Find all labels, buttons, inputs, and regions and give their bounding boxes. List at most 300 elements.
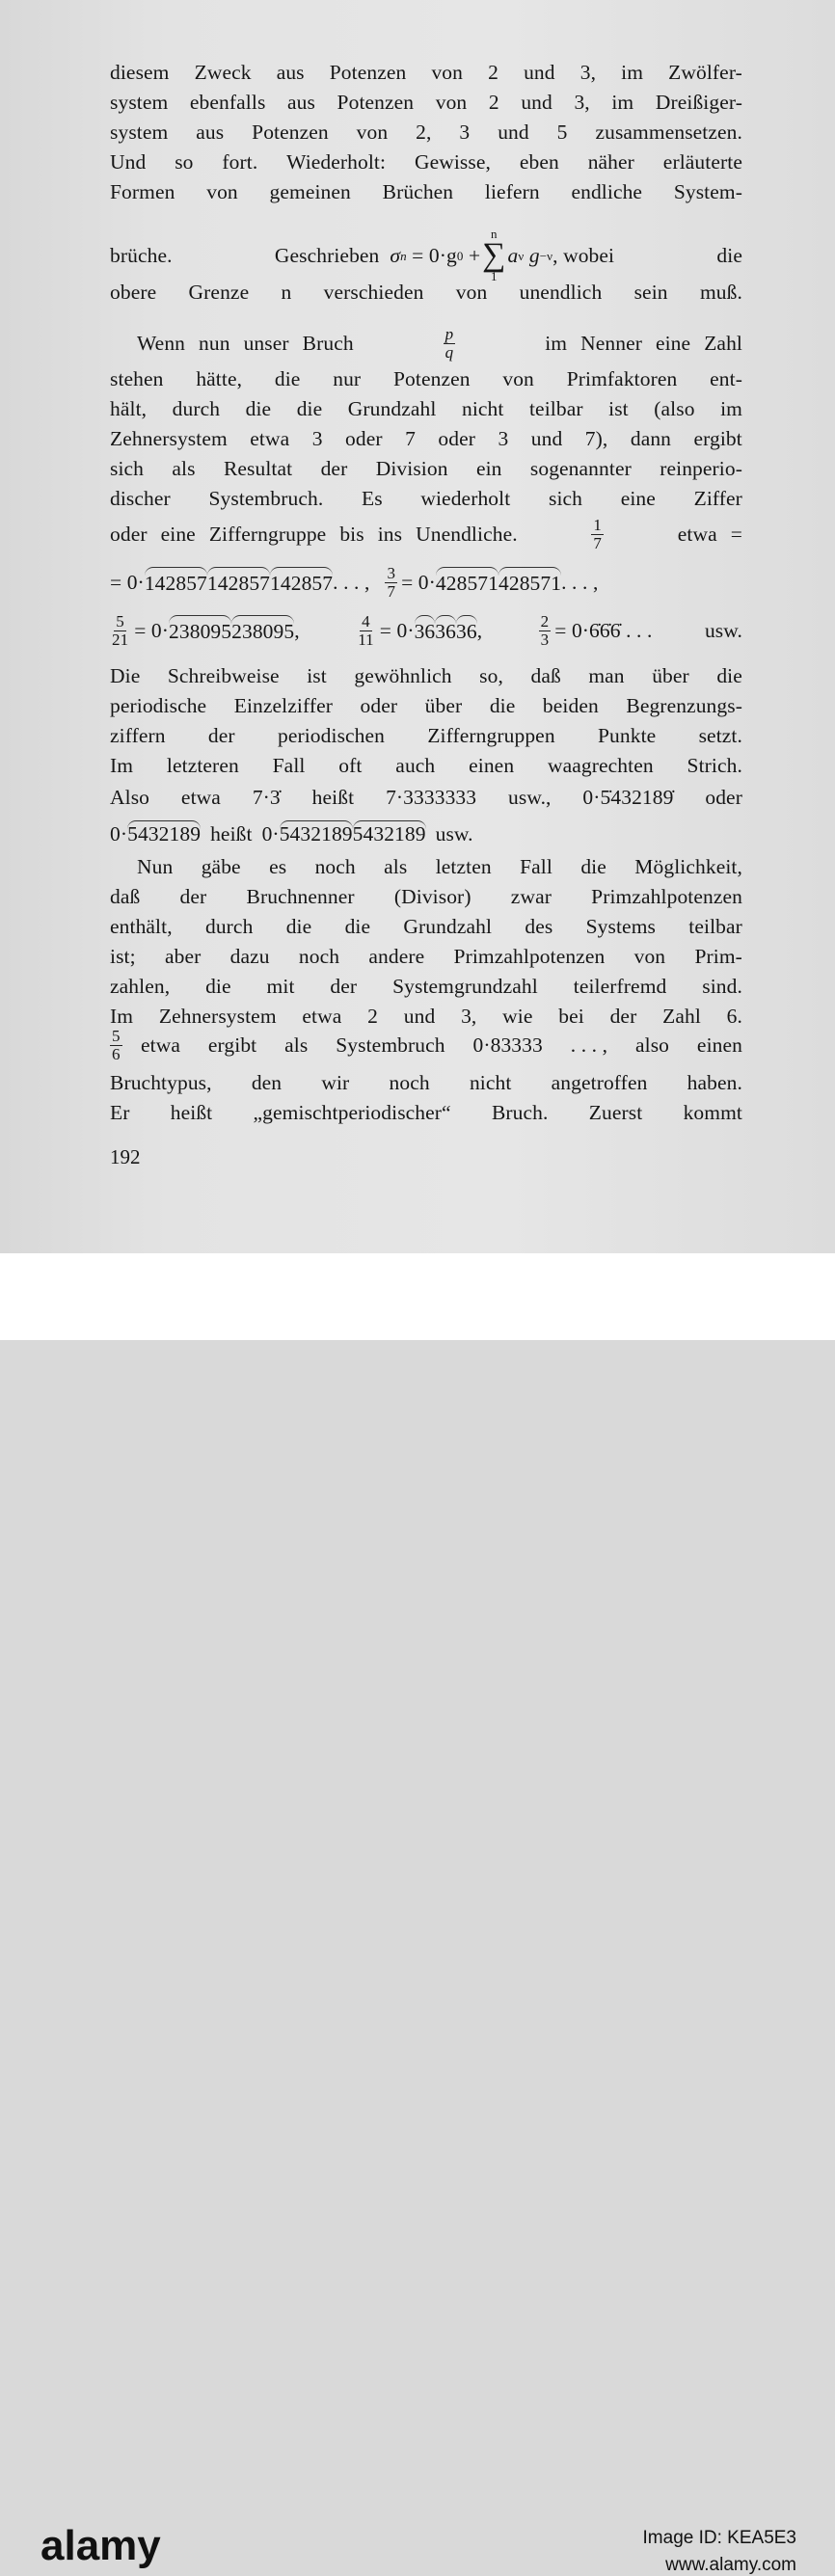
- word: ziffern: [110, 724, 166, 747]
- word: Im: [110, 754, 134, 777]
- word: Schreibweise: [167, 664, 280, 687]
- word: obere: [110, 281, 157, 304]
- word: fort.: [222, 150, 258, 174]
- para3-line-2: [110, 691, 742, 721]
- formula-word: brüche.: [110, 243, 173, 267]
- word: 3: [311, 427, 323, 450]
- word: die: [245, 397, 272, 420]
- example-line-1: [110, 563, 742, 605]
- summand-sub: ν: [518, 248, 525, 263]
- word: erläuterte: [662, 150, 742, 174]
- word: waagrechten: [547, 754, 654, 777]
- word: Zifferngruppe: [208, 523, 327, 546]
- word: bei: [558, 1005, 584, 1028]
- word: also: [634, 1033, 670, 1057]
- summand: a: [507, 243, 519, 267]
- word: Primfaktoren: [566, 367, 678, 390]
- word: Zahl: [704, 332, 742, 355]
- word: setzt.: [698, 724, 742, 747]
- word: system: [110, 121, 169, 144]
- word: und: [521, 91, 552, 114]
- word: im: [545, 332, 568, 355]
- page-number: 192: [110, 1145, 141, 1168]
- frac-num: 5: [116, 612, 124, 631]
- word: 6.: [726, 1005, 742, 1028]
- word: 7: [405, 427, 416, 450]
- word: heißt: [170, 1101, 213, 1124]
- word: die: [716, 664, 742, 687]
- para4-end-1: [110, 1068, 742, 1098]
- word: ebenfalls: [189, 91, 266, 114]
- word: Systembruch.: [208, 487, 324, 510]
- word: die: [285, 915, 312, 938]
- text-line-3: [110, 118, 742, 148]
- sum-lower-limit: 1: [491, 269, 498, 283]
- word: periodischen: [277, 724, 386, 747]
- word: von: [356, 121, 389, 144]
- ziffern-after: [678, 520, 742, 550]
- word: die: [296, 397, 323, 420]
- word: oder: [110, 523, 148, 546]
- word: System-: [673, 180, 742, 203]
- word: Primzahlpotenzen: [453, 945, 606, 968]
- para3-line-4: [110, 751, 742, 781]
- frac-num: 2: [540, 612, 550, 631]
- word: mit: [266, 975, 295, 998]
- watermark-footer: [0, 1253, 835, 2575]
- word: die: [274, 367, 301, 390]
- word: Systembruch: [336, 1033, 445, 1057]
- word: Begrenzungs-: [626, 694, 742, 717]
- word: Die: [110, 664, 141, 687]
- sum-upper-limit: n: [491, 227, 498, 241]
- word: Nenner: [580, 332, 642, 355]
- word: nicht: [461, 397, 504, 420]
- brace-b: [262, 819, 426, 849]
- ex2-value3: = 0·6̇6̇6̇ . . .: [554, 619, 653, 642]
- word: der: [207, 724, 235, 747]
- word: Es: [361, 487, 383, 510]
- ex2-eq: = 0·: [134, 619, 170, 642]
- frac-den: 21: [112, 631, 129, 649]
- para3-line-3: [110, 721, 742, 751]
- word: Bruch.: [491, 1101, 549, 1124]
- word: aus: [276, 61, 305, 84]
- word: Unendliche.: [416, 523, 518, 546]
- word: ergibt: [207, 1033, 257, 1057]
- word: oft: [338, 754, 363, 777]
- five-sixths-line: [110, 1028, 742, 1070]
- word: n: [281, 281, 292, 304]
- para2-line-4: [110, 424, 742, 454]
- word: eine: [160, 523, 196, 546]
- word: muß.: [699, 281, 742, 304]
- word: Zwölfer-: [668, 61, 742, 84]
- usw: usw.: [704, 619, 742, 642]
- word: Wenn: [137, 332, 186, 355]
- word: oder: [360, 694, 398, 717]
- word: Bruchnenner: [246, 885, 355, 908]
- fraction-4-11: [356, 613, 376, 649]
- word: Grenze: [188, 281, 250, 304]
- word: von: [435, 91, 468, 114]
- word: Primzahlpotenzen: [591, 885, 742, 908]
- word: Grundzahl: [347, 397, 437, 420]
- word: 3: [459, 121, 471, 144]
- word: teilbar: [528, 397, 583, 420]
- word: ergibt: [693, 427, 742, 450]
- word: Dreißiger-: [655, 91, 742, 114]
- para2-line-5: [110, 454, 742, 484]
- word: sich: [110, 457, 145, 480]
- para3-line-1: [110, 661, 742, 691]
- word: die: [205, 975, 231, 998]
- word: von: [455, 281, 488, 304]
- brace-a-pre: 0·: [110, 822, 128, 845]
- word: Fall: [520, 855, 552, 878]
- word: ist: [608, 397, 629, 420]
- para2-line-2: [110, 364, 742, 394]
- frac-den: 3: [540, 631, 550, 649]
- summation-sign: [482, 228, 505, 283]
- word: sich: [548, 487, 583, 510]
- word: Nun: [137, 855, 174, 878]
- ex2-eq: = 0·: [379, 619, 415, 642]
- word: eben: [519, 150, 559, 174]
- word: 2: [367, 1005, 379, 1028]
- word: wie: [502, 1005, 533, 1028]
- period-group: 142857: [270, 567, 333, 599]
- word: gemeinen: [269, 180, 351, 203]
- word: die: [489, 694, 516, 717]
- word: 2: [488, 91, 499, 114]
- word: hält,: [110, 397, 148, 420]
- word: Zahl: [662, 1005, 701, 1028]
- word: über: [652, 664, 689, 687]
- word: der: [609, 1005, 637, 1028]
- word: Zehnersystem: [158, 1005, 277, 1028]
- text-line-2: [110, 88, 742, 118]
- para2-first-line: [110, 326, 742, 368]
- word: Bruchtypus,: [110, 1071, 212, 1094]
- word: teilbar: [688, 915, 742, 938]
- frac-den: q: [444, 343, 454, 362]
- ex1-eq2: = 0·: [401, 571, 436, 594]
- fraction-p-q: [444, 326, 456, 362]
- word: aus: [196, 121, 225, 144]
- word: sein: [633, 281, 668, 304]
- word: . . . ,: [570, 1033, 608, 1057]
- word: der: [320, 457, 348, 480]
- word: oder: [438, 427, 476, 450]
- word: man: [588, 664, 625, 687]
- period-group: 238095: [169, 615, 231, 647]
- period-group: 5432189: [352, 822, 426, 845]
- word: daß: [110, 885, 141, 908]
- ziffern-line: [110, 517, 742, 559]
- word: oder: [705, 786, 742, 809]
- word: Zweck: [194, 61, 252, 84]
- para4-line-1: [110, 852, 742, 882]
- ex2-part3: [535, 613, 653, 649]
- word: 2,: [416, 121, 432, 144]
- word: 7),: [584, 427, 608, 450]
- word: 2: [488, 61, 498, 84]
- word: hätte,: [196, 367, 243, 390]
- example-line-2: [110, 611, 742, 654]
- word: die: [580, 855, 606, 878]
- word: und: [498, 121, 529, 144]
- para4-line-4: [110, 942, 742, 972]
- fraction-5-6: [110, 1028, 122, 1063]
- word: liefern: [484, 180, 540, 203]
- ex2-part1: [110, 613, 300, 649]
- word: im: [720, 397, 742, 420]
- word: periodische: [110, 694, 207, 717]
- word: oder: [345, 427, 383, 450]
- word: als: [172, 457, 196, 480]
- word: heißt: [311, 786, 355, 809]
- brace-end: usw.: [435, 822, 473, 845]
- word: ein: [475, 457, 502, 480]
- word: ins: [377, 523, 403, 546]
- word: Brüchen: [382, 180, 454, 203]
- word: 3,: [579, 61, 597, 84]
- para2-line-6: [110, 484, 742, 514]
- word: zusammensetzen.: [595, 121, 742, 144]
- word: Division: [375, 457, 448, 480]
- word: bis: [339, 523, 364, 546]
- word: ist;: [110, 945, 136, 968]
- footer-url: www.alamy.com: [665, 2555, 796, 2575]
- formula-plus: +: [468, 243, 481, 267]
- formula-g: g: [528, 243, 540, 267]
- word: Resultat: [223, 457, 293, 480]
- word: Formen: [110, 180, 175, 203]
- word: Zifferngruppen: [427, 724, 555, 747]
- word: Ziffer: [693, 487, 742, 510]
- word: discher: [110, 487, 171, 510]
- word: eine: [620, 487, 656, 510]
- word: Systemgrundzahl: [392, 975, 538, 998]
- word: diesem: [110, 61, 170, 84]
- frac-den: 7: [593, 534, 603, 552]
- word: Fall: [272, 754, 306, 777]
- frac-num: 5: [112, 1027, 121, 1045]
- word: andere: [368, 945, 425, 968]
- word: Zehnersystem: [110, 427, 228, 450]
- word: so,: [479, 664, 503, 687]
- word: nun: [199, 332, 230, 355]
- word: endliche: [571, 180, 643, 203]
- word: etwa: [677, 523, 717, 546]
- word: noch: [389, 1071, 430, 1094]
- word: über: [424, 694, 463, 717]
- word: daß: [530, 664, 561, 687]
- word: Also: [110, 786, 150, 809]
- formula-tail: , wobei: [552, 243, 615, 267]
- five-sixths-text: [141, 1031, 742, 1060]
- word: =: [730, 523, 742, 546]
- word: zahlen,: [110, 975, 171, 998]
- word: Wiederholt:: [286, 150, 387, 174]
- word: enthält,: [110, 915, 173, 938]
- formula-eq: = 0·g: [412, 243, 457, 267]
- brace-b-pre: 0·: [261, 822, 280, 845]
- word: noch: [298, 945, 340, 968]
- word: kommt: [683, 1101, 742, 1124]
- word: ent-: [710, 367, 742, 390]
- ex2-part2: [352, 613, 482, 649]
- frac-num: p: [444, 325, 454, 343]
- formula-lead: Geschrieben: [274, 243, 380, 267]
- word: sind.: [702, 975, 742, 998]
- word: dazu: [229, 945, 270, 968]
- formula-end: die: [716, 243, 742, 267]
- word: Zuerst: [588, 1101, 643, 1124]
- brace-mid: heißt: [210, 822, 253, 845]
- para4-end-2: [110, 1098, 742, 1128]
- word: etwa: [141, 1033, 180, 1057]
- frac-den: 11: [358, 631, 374, 649]
- para4-line-3: [110, 912, 742, 942]
- word: wir: [321, 1071, 350, 1094]
- ellipsis: . . . ,: [561, 571, 599, 594]
- word: von: [633, 945, 666, 968]
- word: 0·83333: [472, 1033, 543, 1057]
- word: durch: [204, 915, 254, 938]
- word: die: [344, 915, 371, 938]
- word: Und: [110, 150, 147, 174]
- word: als: [384, 855, 408, 878]
- ex1-eq: = 0·: [110, 571, 145, 594]
- text-line-1: [110, 58, 742, 88]
- text-line-after-formula: [110, 278, 742, 308]
- word: als: [284, 1033, 309, 1057]
- word: 3,: [574, 91, 590, 114]
- word: einen: [696, 1033, 742, 1057]
- word: letzteren: [166, 754, 239, 777]
- fraction-5-21: [110, 613, 130, 649]
- word: von: [206, 180, 238, 203]
- word: nur: [333, 367, 362, 390]
- word: durch: [172, 397, 221, 420]
- word: gäbe: [201, 855, 241, 878]
- frac-num: 3: [387, 564, 396, 582]
- word: Gewisse,: [414, 150, 491, 174]
- word: Möglichkeit,: [634, 855, 742, 878]
- word: aber: [164, 945, 202, 968]
- word: und: [530, 427, 563, 450]
- word: etwa: [302, 1005, 342, 1028]
- word: der: [179, 885, 207, 908]
- comma: ,: [294, 619, 300, 642]
- brace-a: [110, 819, 201, 849]
- word: haben.: [687, 1071, 742, 1094]
- fraction-2-3: [539, 613, 552, 649]
- word: Potenzen: [337, 91, 415, 114]
- word: Systems: [585, 915, 656, 938]
- word: 3: [498, 427, 509, 450]
- image-id: Image ID: KEA5E3: [642, 2528, 796, 2548]
- book-page: [0, 0, 835, 1253]
- period-group: 238095: [231, 615, 294, 647]
- text-line-4: [110, 148, 742, 177]
- word: Strich.: [687, 754, 742, 777]
- word: noch: [314, 855, 356, 878]
- word: wiederholt: [420, 487, 511, 510]
- period-group: 428571: [498, 567, 561, 599]
- sum-formula-line: [110, 212, 742, 283]
- word: etwa: [180, 786, 221, 809]
- period-group: 36: [435, 615, 456, 647]
- word: teilerfremd: [573, 975, 667, 998]
- word: nicht: [469, 1071, 512, 1094]
- word: Potenzen: [252, 121, 329, 144]
- brace-line: [110, 819, 742, 849]
- word: näher: [587, 150, 634, 174]
- word: sogenannter: [529, 457, 632, 480]
- word: von: [502, 367, 534, 390]
- frac-num: 1: [593, 516, 603, 534]
- word: 5: [556, 121, 568, 144]
- word: zwar: [510, 885, 552, 908]
- word: so: [175, 150, 194, 174]
- period-group: 5432189: [279, 822, 353, 845]
- word: verschieden: [323, 281, 424, 304]
- word: auch: [395, 754, 436, 777]
- word: aus: [287, 91, 315, 114]
- word: stehen: [110, 367, 164, 390]
- word: einen: [469, 754, 515, 777]
- word: unser: [243, 332, 289, 355]
- word: Er: [110, 1101, 130, 1124]
- word: „gemischtperiodischer“: [253, 1101, 451, 1124]
- ziffern-text: [110, 520, 518, 550]
- comma: ,: [476, 619, 483, 642]
- word: Potenzen: [329, 61, 407, 84]
- alamy-logo: alamy: [40, 2522, 161, 2569]
- sigma-formula: [275, 228, 614, 283]
- formula-eq-sup: 0: [456, 248, 464, 263]
- word: (Divisor): [393, 885, 471, 908]
- sigma-symbol: σ: [390, 243, 401, 267]
- word: system: [110, 91, 169, 114]
- word: gewöhnlich: [354, 664, 452, 687]
- word: dann: [630, 427, 672, 450]
- word: des: [525, 915, 553, 938]
- ellipsis: . . . ,: [333, 571, 370, 594]
- word: den: [251, 1071, 283, 1094]
- word: Punkte: [597, 724, 657, 747]
- fraction-3-7: [385, 565, 397, 601]
- word: Prim-: [694, 945, 742, 968]
- period-group: 36: [456, 615, 477, 647]
- word: Grundzahl: [403, 915, 493, 938]
- text-line-5: [110, 177, 742, 207]
- word: von: [431, 61, 464, 84]
- para2-after: [545, 329, 742, 359]
- period-group: 5432189: [127, 822, 202, 845]
- word: ist: [307, 664, 327, 687]
- period-group: 428571: [436, 567, 498, 599]
- sum-sign: ∑: [482, 237, 506, 273]
- frac-den: 6: [112, 1045, 121, 1063]
- word: letzten: [435, 855, 492, 878]
- formula-g-sup: −ν: [539, 248, 553, 263]
- word: und: [403, 1005, 436, 1028]
- frac-den: 7: [387, 582, 396, 601]
